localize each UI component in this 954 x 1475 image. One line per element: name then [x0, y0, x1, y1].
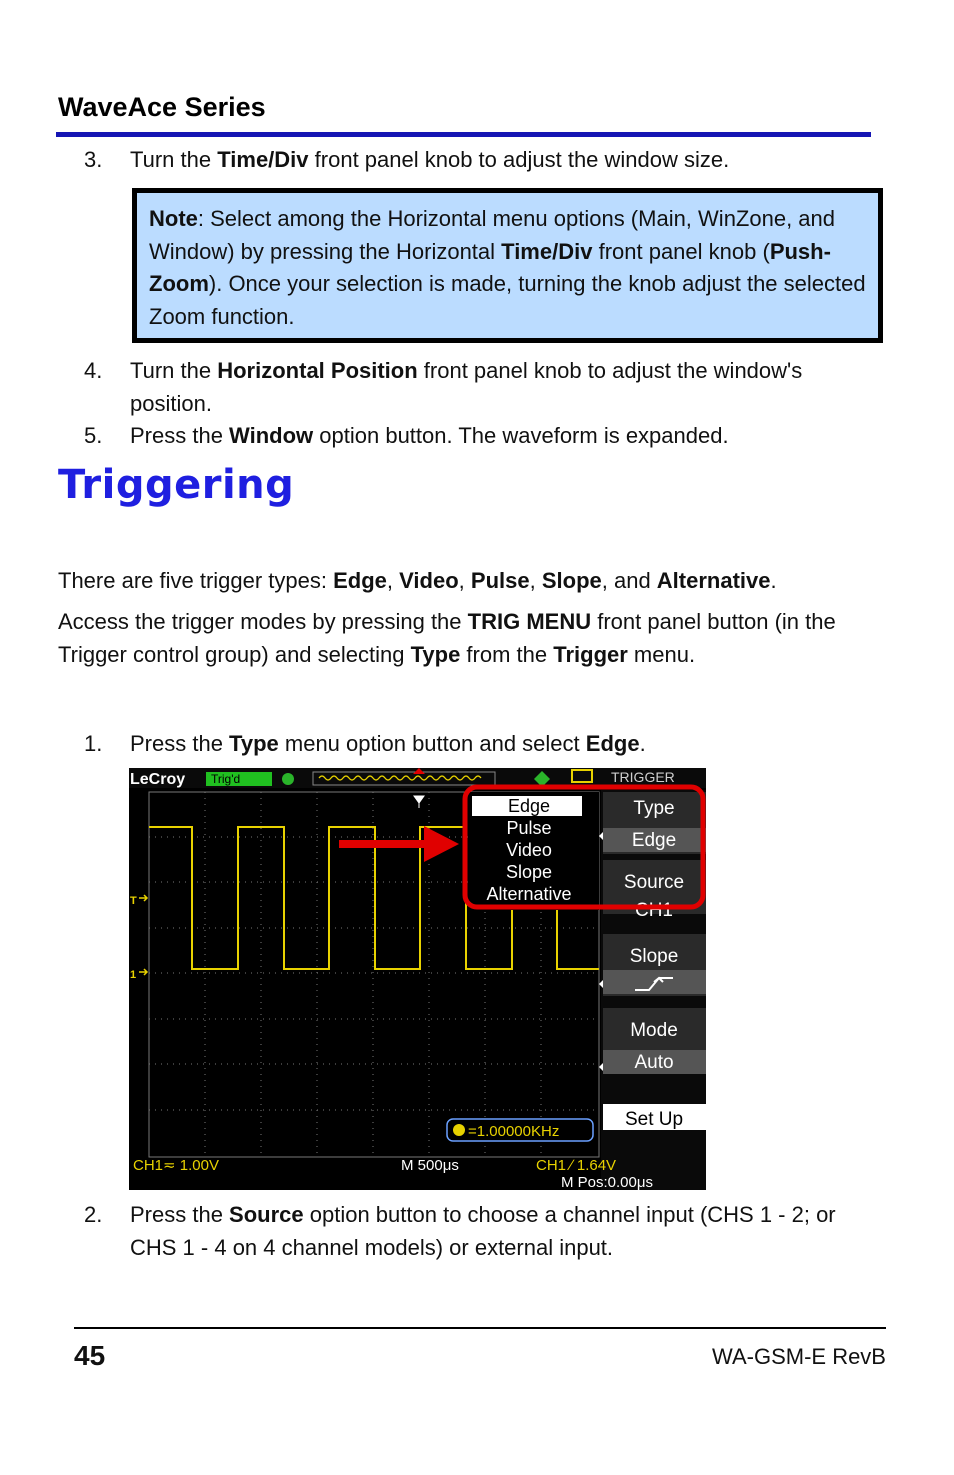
step-number: 3. [84, 147, 103, 172]
header-rule [56, 132, 871, 137]
main-position-readout: M Pos:0.00μs [561, 1174, 654, 1190]
series-title: WaveAce Series [58, 92, 266, 122]
type-option-video[interactable]: Video [506, 840, 552, 860]
channel1-scale: CH1≂ 1.00V [133, 1157, 219, 1174]
type-option-slope[interactable]: Slope [505, 862, 553, 882]
oscilloscope-screenshot [129, 768, 706, 1190]
section-title: Triggering [58, 462, 295, 508]
step-text: Press the Type menu option button and select Edge. [130, 731, 646, 756]
menu-title: TRIGGER [611, 769, 675, 785]
step-number: 1. [84, 731, 103, 756]
menu-setup-label: Set Up [624, 1109, 684, 1130]
paragraph-trigger-access: Access the trigger modes by pressing the TRIG MENU front panel button (in the Trigger control group) and selecting Type from the Trigger menu. [58, 609, 836, 667]
step-4 [84, 354, 884, 420]
frequency-icon [453, 1124, 465, 1136]
type-option-alternative[interactable]: Alternative [486, 884, 572, 904]
paragraph-trigger-types: There are five trigger types: Edge, Video, Pulse, Slope, and Alternative. [58, 568, 777, 593]
step-number: 5. [84, 423, 103, 448]
frequency-readout: =1.00000KHz [468, 1123, 560, 1140]
menu-mode-label: Mode [630, 1020, 678, 1041]
step-2 [84, 1198, 884, 1264]
note-label: Note [149, 206, 198, 231]
menu-source-value: CH1 [634, 900, 674, 921]
step-text: Press the Source option button to choose a channel input (CHS 1 - 2; or CHS 1 - 4 on 4 channel models) or external input. [130, 1202, 836, 1260]
trigger-info: CH1 ∕ 1.64V [536, 1157, 617, 1174]
scope-screen [129, 768, 706, 1190]
status-text: Trig'd [211, 772, 241, 786]
step-5 [84, 419, 884, 453]
type-option-edge[interactable]: Edge [507, 796, 551, 816]
step-text: Turn the Time/Div front panel knob to adjust the window size. [130, 147, 730, 172]
footer-rule [74, 1327, 886, 1329]
menu-mode-value: Auto [634, 1052, 674, 1073]
menu-type-label: Type [633, 798, 675, 819]
menu-source-label: Source [623, 872, 685, 893]
channel1-ground-marker: 1 [130, 969, 137, 981]
document-id: WA-GSM-E RevB [712, 1344, 886, 1369]
timebase-readout: M 500μs [401, 1157, 459, 1174]
probe-icon [282, 773, 294, 785]
step-number: 4. [84, 358, 103, 383]
step-3 [84, 143, 884, 177]
menu-slope-label: Slope [629, 946, 679, 967]
step-text: Press the Window option button. The waveform is expanded. [130, 423, 729, 448]
step-text: Turn the Horizontal Position front panel knob to adjust the window's position. [130, 358, 803, 416]
page-number: 45 [74, 1340, 106, 1371]
menu-type-value: Edge [631, 830, 677, 851]
step-1 [84, 727, 884, 761]
note-box: Note: Select among the Horizontal menu options (Main, WinZone, and Window) by pressing the Horizontal Time/Div front panel knob (Push-Zoom). Once your selection is made, turning the knob adjust the selected Zoom function. [132, 188, 883, 343]
trigger-level-marker: T [130, 895, 137, 907]
type-option-pulse[interactable]: Pulse [506, 818, 552, 838]
step-number: 2. [84, 1202, 103, 1227]
brand-logo: LeCroy [130, 771, 186, 788]
